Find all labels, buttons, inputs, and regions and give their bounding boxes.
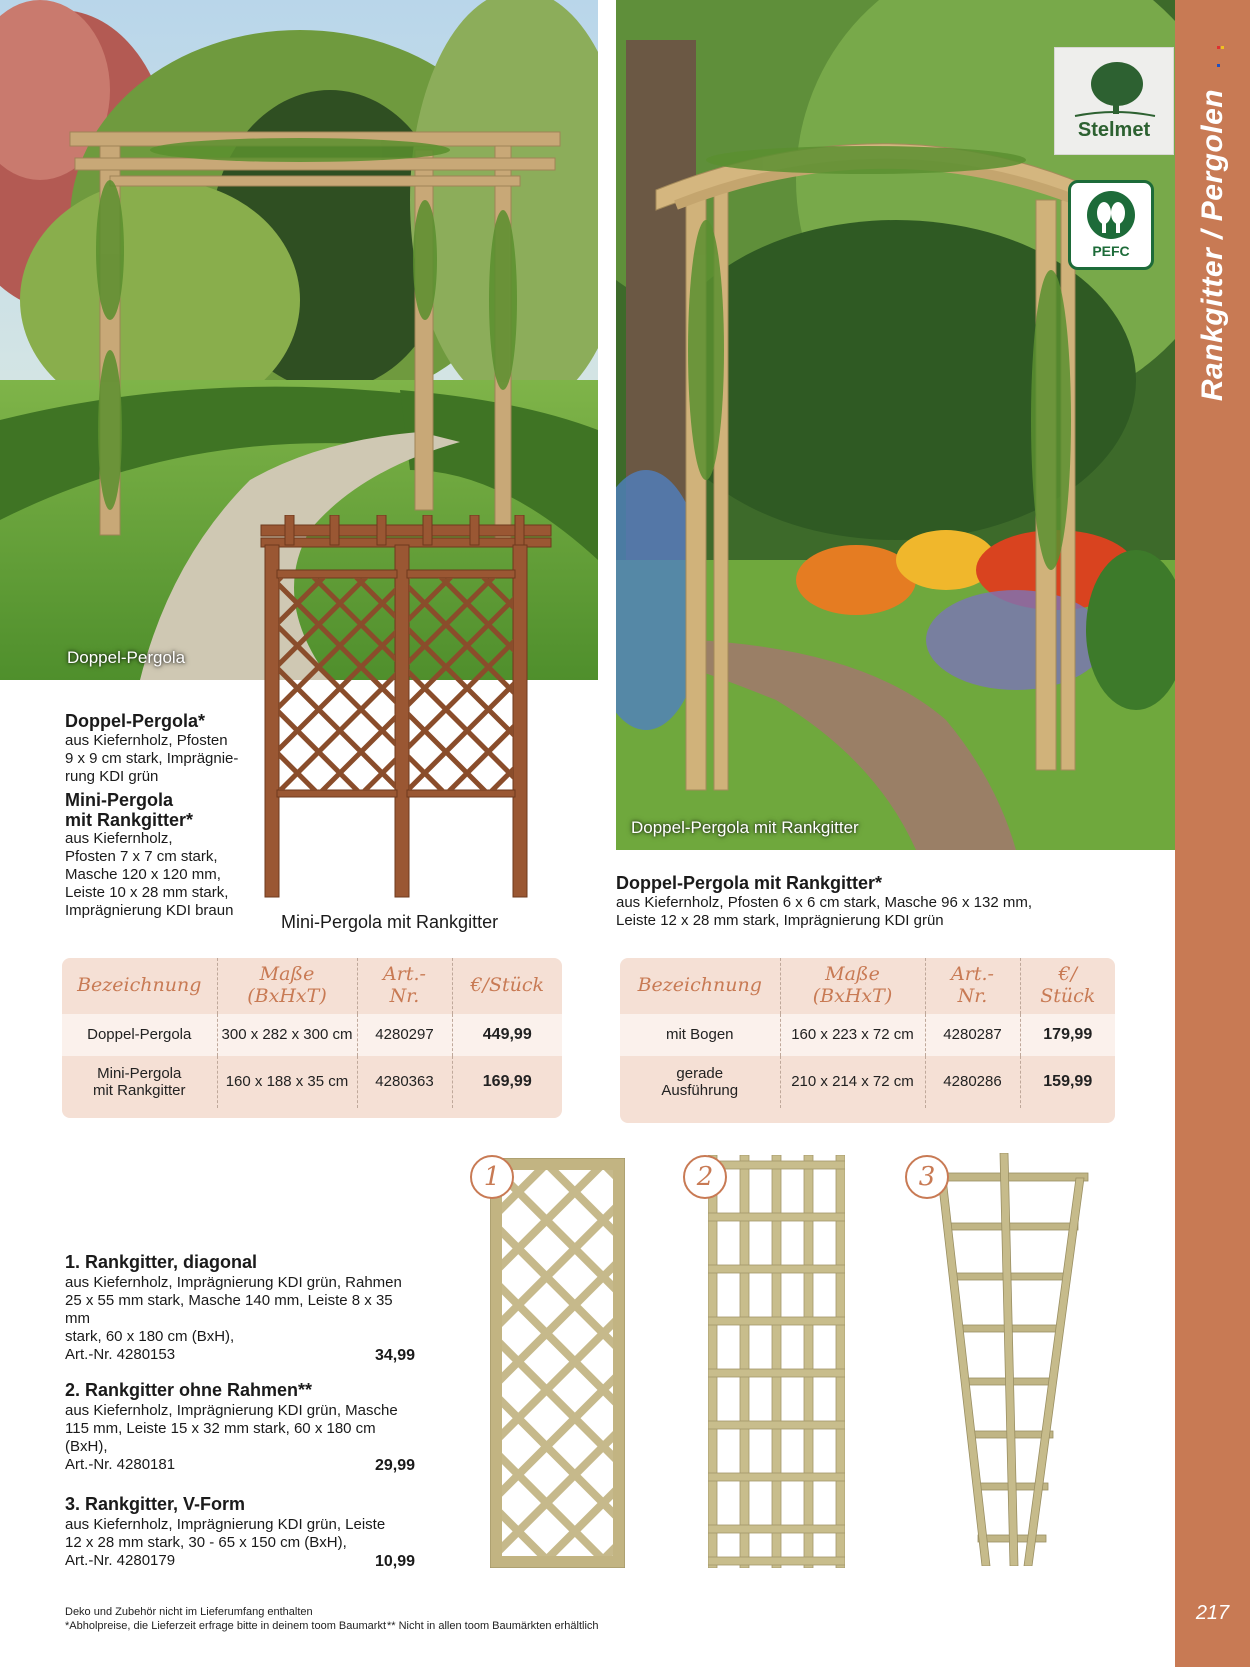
row-name: gerade Ausführung — [661, 1064, 739, 1099]
trellis-3-description — [65, 1494, 415, 1571]
desc-line: Masche 120 x 120 mm, — [65, 866, 221, 884]
mini-pergola-title-2: mit Rankgitter* — [65, 809, 194, 830]
badge-1: 1 — [470, 1155, 514, 1199]
mini-pergola-image — [255, 515, 585, 905]
pefc-wordmark: PEFC — [1092, 243, 1130, 259]
desc-line: aus Kiefernholz, Pfosten 6 x 6 cm stark, Masche 96 x 132 mm, — [616, 893, 1033, 911]
desc-line: aus Kiefernholz, Imprägnierung KDI grün, Masche — [65, 1401, 398, 1419]
stelmet-logo — [1054, 47, 1174, 155]
row-dims: 160 x 188 x 35 cm — [217, 1056, 357, 1108]
trellis-title: 3. Rankgitter, V-Form — [65, 1494, 246, 1514]
desc-line: Leiste 10 x 28 mm stark, — [65, 884, 229, 902]
trellis-title: 1. Rankgitter, diagonal — [65, 1252, 258, 1272]
trellis-title: 2. Rankgitter ohne Rahmen** — [65, 1380, 313, 1400]
doppel-pergola-title: Doppel-Pergola* — [65, 711, 206, 731]
desc-line: Pfosten 7 x 7 cm stark, — [65, 848, 218, 866]
article-number: Art.-Nr. 4280179 — [65, 1551, 176, 1569]
trellis-1-description — [65, 1252, 415, 1365]
sidebar-title: Rankgitter / Pergolen — [1195, 88, 1229, 402]
trellis-grid-image — [708, 1155, 845, 1568]
badge-2: 2 — [683, 1155, 727, 1199]
footnote-availability: ** Nicht in allen toom Baumärkten erhältlich — [387, 1620, 599, 1632]
doppel-rankgitter-description — [616, 874, 1166, 930]
header-price: €/ Stück — [1020, 958, 1115, 1014]
photo-caption-doppel-rankgitter: Doppel-Pergola mit Rankgitter — [631, 818, 859, 837]
row-name: Mini-Pergola mit Rankgitter — [92, 1064, 186, 1099]
trellis-2-description — [65, 1380, 415, 1475]
desc-line: aus Kiefernholz, Imprägnierung KDI grün, Rahmen — [65, 1273, 402, 1291]
table-row — [62, 1056, 562, 1108]
header-dims: Maße (BxHxT) — [217, 958, 357, 1014]
row-price: 179,99 — [1020, 1014, 1115, 1056]
desc-line: 12 x 28 mm stark, 30 - 65 x 150 cm (BxH), — [65, 1533, 347, 1551]
row-art: 4280287 — [925, 1014, 1020, 1056]
badge-3: 3 — [905, 1155, 949, 1199]
row-dims: 210 x 214 x 72 cm — [780, 1056, 925, 1108]
price-table-left — [62, 958, 562, 1108]
row-price: 449,99 — [452, 1014, 562, 1056]
row-art: 4280363 — [357, 1056, 452, 1108]
row-price: 169,99 — [452, 1056, 562, 1108]
table-row — [62, 1014, 562, 1056]
table-row — [620, 1056, 1115, 1108]
stelmet-wordmark: Stelmet — [1077, 119, 1151, 141]
header-dims: Maße (BxHxT) — [780, 958, 925, 1014]
price-table-right — [620, 958, 1115, 1108]
header-art: Art.- Nr. — [925, 958, 1020, 1014]
desc-line: stark, 60 x 180 cm (BxH), — [65, 1327, 235, 1345]
color-marks — [1217, 36, 1227, 42]
row-dims: 300 x 282 x 300 cm — [217, 1014, 357, 1056]
page-number: 217 — [1195, 1602, 1230, 1624]
row-dims: 160 x 223 x 72 cm — [780, 1014, 925, 1056]
mini-pergola-caption: Mini-Pergola mit Rankgitter — [281, 912, 499, 932]
desc-line: aus Kiefernholz, Imprägnierung KDI grün, Leiste — [65, 1515, 386, 1533]
photo-caption-doppel: Doppel-Pergola — [67, 648, 186, 667]
article-number: Art.-Nr. 4280181 — [65, 1455, 176, 1473]
desc-line: 25 x 55 mm stark, Masche 140 mm, Leiste 8 x 35 mm — [65, 1291, 393, 1327]
doppel-rankgitter-title: Doppel-Pergola mit Rankgitter* — [616, 873, 883, 893]
desc-line: Imprägnierung KDI braun — [65, 902, 234, 920]
footnote-deko: Deko und Zubehör nicht im Lieferumfang enthalten — [65, 1606, 313, 1618]
doppel-pergola-description — [65, 712, 265, 920]
row-name: mit Bogen — [665, 1026, 734, 1044]
desc-line: 9 x 9 cm stark, Imprägnie- — [65, 749, 239, 767]
table-row — [620, 1014, 1115, 1056]
header-art: Art.- Nr. — [357, 958, 452, 1014]
row-price: 159,99 — [1020, 1056, 1115, 1108]
mini-pergola-title-1: Mini-Pergola — [65, 789, 174, 810]
row-name: Doppel-Pergola — [87, 1026, 192, 1044]
price: 34,99 — [374, 1346, 415, 1364]
desc-line: aus Kiefernholz, — [65, 830, 173, 848]
row-art: 4280286 — [925, 1056, 1020, 1108]
price: 10,99 — [374, 1552, 415, 1570]
desc-line: Leiste 12 x 28 mm stark, Imprägnierung KDI grün — [616, 911, 944, 929]
row-art: 4280297 — [357, 1014, 452, 1056]
header-name: Bezeichnung — [637, 973, 762, 996]
pefc-logo — [1068, 180, 1154, 270]
desc-line: aus Kiefernholz, Pfosten — [65, 731, 228, 749]
header-name: Bezeichnung — [77, 973, 202, 996]
price: 29,99 — [374, 1456, 415, 1474]
footnote-abholpreise: *Abholpreise, die Lieferzeit erfrage bitte in deinem toom Baumarkt — [65, 1620, 387, 1632]
trellis-v-form-image — [918, 1153, 1093, 1566]
trellis-diagonal-image — [490, 1158, 625, 1568]
header-price: €/Stück — [452, 958, 562, 1014]
article-number: Art.-Nr. 4280153 — [65, 1345, 176, 1363]
desc-line: 115 mm, Leiste 15 x 32 mm stark, 60 x 180 cm (BxH), — [65, 1419, 376, 1455]
desc-line: rung KDI grün — [65, 767, 159, 785]
